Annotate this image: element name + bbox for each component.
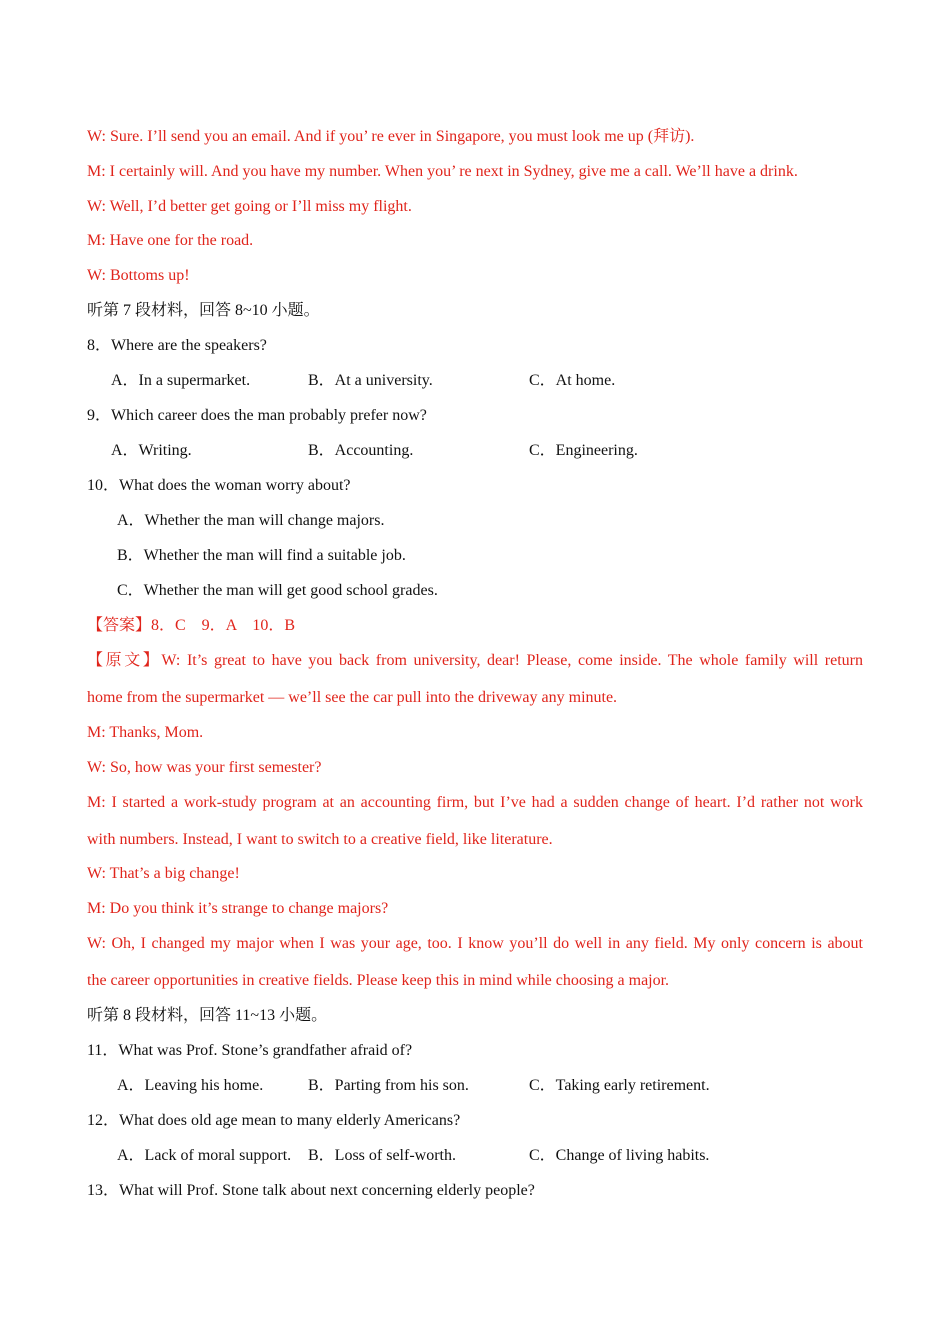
option-c: C．At home. [529, 372, 616, 389]
transcript-line: with numbers. Instead, I want to switch to a creative field, like literature. [87, 831, 553, 848]
option-c: C．Taking early retirement. [529, 1077, 710, 1094]
transcript-line: M: I started a work-study program at an accounting firm, but I’ve had a sudden change of heart. I’d rather not work [87, 794, 863, 811]
transcript-line: W: Bottoms up! [87, 267, 190, 284]
transcript-line: W: Sure. I’ll send you an email. And if you’ re ever in Singapore, you must look me up (拜访). [87, 128, 695, 145]
transcript-line: W: Well, I’d better get going or I’ll miss my flight. [87, 198, 412, 215]
option-c: C．Engineering. [529, 442, 638, 459]
transcript-label: 【原文】 [87, 652, 162, 669]
option-b: B．Whether the man will find a suitable job. [117, 547, 406, 564]
transcript-line [87, 651, 863, 671]
transcript-line: W: So, how was your first semester? [87, 759, 322, 776]
option-c: C．Change of living habits. [529, 1147, 710, 1164]
transcript-line: M: Do you think it’s strange to change majors? [87, 900, 389, 917]
transcript-line: M: Thanks, Mom. [87, 724, 204, 741]
option-b: B．At a university. [308, 372, 433, 389]
option-a: A．Leaving his home. [117, 1077, 264, 1094]
option-b: B．Loss of self-worth. [308, 1147, 456, 1164]
option-a: A．Lack of moral support. [117, 1147, 292, 1164]
question-stem: 8．Where are the speakers? [87, 337, 267, 354]
option-b: B．Parting from his son. [308, 1077, 469, 1094]
answer-key: 【答案】8．C 9．A 10．B [87, 617, 296, 634]
option-c: C．Whether the man will get good school grades. [117, 582, 438, 599]
transcript-line: M: Have one for the road. [87, 232, 254, 249]
option-a: A．In a supermarket. [111, 372, 251, 389]
option-a: A．Writing. [111, 442, 192, 459]
question-stem: 12．What does old age mean to many elderly Americans? [87, 1112, 461, 1129]
transcript-line: home from the supermarket — we’ll see the car pull into the driveway any minute. [87, 689, 618, 706]
option-a: A．Whether the man will change majors. [117, 512, 385, 529]
question-stem: 10．What does the woman worry about? [87, 477, 351, 494]
question-stem: 9．Which career does the man probably prefer now? [87, 407, 427, 424]
option-b: B．Accounting. [308, 442, 414, 459]
transcript-line: the career opportunities in creative fields. Please keep this in mind while choosing a major. [87, 972, 670, 989]
transcript-text: W: It’s great to have you back from university, dear! Please, come inside. The whole family will return [161, 652, 863, 669]
section-heading: 听第 7 段材料，回答 8~10 小题。 [87, 302, 320, 319]
section-heading: 听第 8 段材料，回答 11~13 小题。 [87, 1007, 328, 1024]
question-stem: 13．What will Prof. Stone talk about next concerning elderly people? [87, 1182, 535, 1199]
question-stem: 11．What was Prof. Stone’s grandfather afraid of? [87, 1042, 413, 1059]
transcript-line: W: That’s a big change! [87, 865, 240, 882]
transcript-line: M: I certainly will. And you have my number. When you’ re next in Sydney, give me a call. We’ll have a drink. [87, 163, 798, 180]
transcript-line: W: Oh, I changed my major when I was your age, too. I know you’ll do well in any field. My only concern is about [87, 935, 863, 952]
